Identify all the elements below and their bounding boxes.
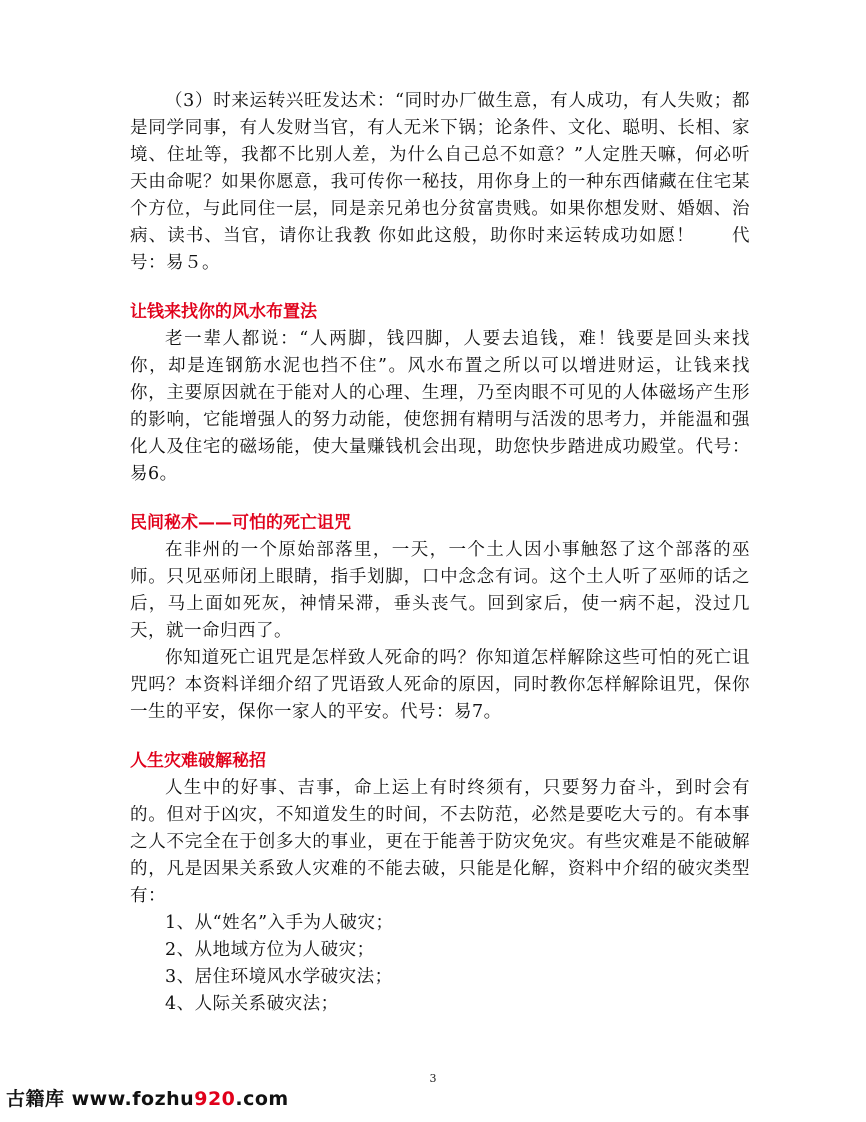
section-heading: 民间秘术——可怕的死亡诅咒 <box>130 513 351 533</box>
section-paragraph: 你知道死亡诅咒是怎样致人死命的吗？你知道怎样解除这些可怕的死亡诅咒吗？本资料详细介绍了咒语致人死命的原因，同时教你怎样解除诅咒，保你一生的平安，保你一家人的平安。代号：易7。 <box>130 648 750 722</box>
section-paragraph: 在非州的一个原始部落里，一天，一个土人因小事触怒了这个部落的巫师。只见巫师闭上眼睛，指手划脚，口中念念有词。这个土人听了巫师的话之后，马上面如死灰，神情呆滞，垂头丧气。回到家后，使一病不起，没过几天，就一命归西了。 <box>130 540 750 641</box>
section-paragraph: 老一辈人都说：“人两脚，钱四脚，人要去追钱，难！钱要是回头来找你，却是连钢筋水泥也挡不住”。风水布置之所以可以增进财运，让钱来找你，主要原因就在于能对人的心理、生理，乃至肉眼不可见的人体磁场产生形的影响，它能增强人的努力动能，使您拥有精明与活泼的思考力，并能温和强化人及住宅的磁场能，使大量赚钱机会出现，助您快步踏进成功殿堂。代号：易6。 <box>130 329 750 484</box>
list-item: 4、人际关系破灾法； <box>165 994 339 1014</box>
section-wealth-fengshui <box>130 299 750 488</box>
list-item: 1、从“姓名”入手为人破灾； <box>165 913 394 933</box>
list-item: 2、从地域方位为人破灾； <box>165 940 375 960</box>
watermark-prefix: 古籍库 www.fozhu <box>6 1088 195 1110</box>
list-item: 3、居住环境风水学破灾法； <box>165 967 393 987</box>
section-heading: 让钱来找你的风水布置法 <box>130 302 317 322</box>
intro-paragraph: （3）时来运转兴旺发达术：“同时办厂做生意，有人成功，有人失败；都是同学同事，有人发财当官，有人无米下锅；论条件、文化、聪明、长相、家境、住址等，我都不比别人差，为什么自己总不如意？”人定胜天嘛，何必听天由命呢？如果你愿意，我可传你一秘技，用你身上的一种东西储藏在住宅某个方位，与此同住一层，同是亲兄弟也分贫富贵贱。如果你想发财、婚姻、治病、读书、当官，请你让我教 你如此这般，助你时来运转成功如愿！ 代号：易５。 <box>130 91 750 273</box>
document-body <box>130 88 750 1018</box>
page-number: 3 <box>429 1072 437 1085</box>
section-paragraph: 人生中的好事、吉事，命上运上有时终须有，只要努力奋斗，到时会有的。但对于凶灾，不知道发生的时间，不去防范，必然是要吃大亏的。有本事之人不完全在于创多大的事业，更在于能善于防灾免灾。有些灾难是不能破解的，凡是因果关系致人灾难的不能去破，只能是化解，资料中介绍的破灾类型有： <box>130 778 750 906</box>
site-watermark <box>6 1086 289 1112</box>
section-disaster-resolution <box>130 748 750 1018</box>
section-death-curse <box>130 510 750 726</box>
section-heading: 人生灾难破解秘招 <box>130 751 266 771</box>
watermark-number: 920 <box>194 1088 236 1110</box>
watermark-suffix: .com <box>235 1088 289 1110</box>
